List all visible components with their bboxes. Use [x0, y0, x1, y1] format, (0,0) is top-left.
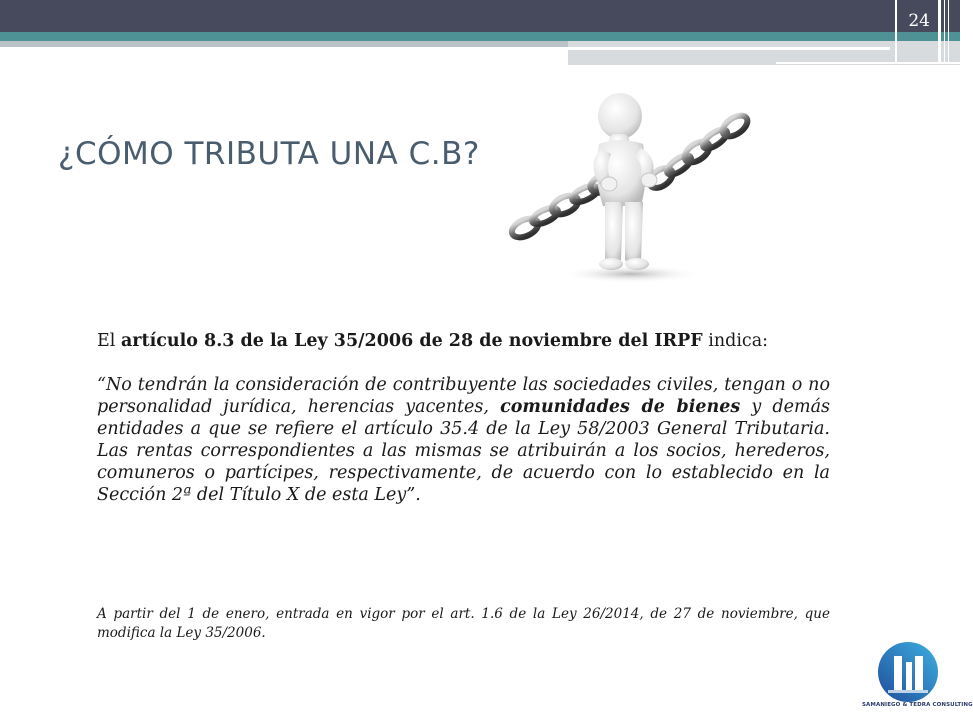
- intro-paragraph: [97, 330, 830, 352]
- quote-part-2: y demás entidades a que se refiere el artículo 35.4 de la Ley 58/2003 General Tributaria. Las rentas correspondientes a las mismas se atribuirán a los socios, herederos, comuneros o partícipes, respectivamente, de acuerdo con lo establecido en la Sección 2ª del Título X de esta Ley”.: [97, 397, 830, 505]
- law-quote: [97, 374, 830, 506]
- law-reference: artículo 8.3 de la Ley 35/2006 de 28 de noviembre del IRPF: [120, 331, 703, 351]
- header-stripe: [895, 0, 897, 64]
- header-band-line-lower: [776, 62, 960, 64]
- header-stripe: [944, 0, 945, 64]
- quote-emphasis: comunidades de bienes: [500, 397, 741, 417]
- body-text: [97, 330, 830, 506]
- quote-part-1: “No tendrán la consideración de contribuyente las sociedades civiles, tengan o no personalidad jurídica, herencias yacentes,: [97, 375, 830, 417]
- header-band-teal: [0, 32, 960, 41]
- intro-tail: indica:: [702, 331, 769, 351]
- header-band-dark: [0, 0, 960, 32]
- header-band-line: [568, 47, 890, 50]
- header-stripe: [948, 0, 949, 64]
- slide-title: ¿CÓMO TRIBUTA UNA C.B?: [58, 136, 480, 172]
- figure-breaking-chain-icon: [513, 78, 751, 286]
- footnote: A partir del 1 de enero, entrada en vigor por el art. 1.6 de la Ley 26/2014, de 27 de noviembre, que modifica la Ley 35/2006.: [97, 606, 830, 641]
- intro-lead: El: [97, 331, 121, 351]
- page-number: 24: [908, 11, 930, 31]
- header-stripe: [938, 0, 941, 64]
- logo-caption: SAMANIEGO & TEDRA CONSULTING: [862, 702, 973, 708]
